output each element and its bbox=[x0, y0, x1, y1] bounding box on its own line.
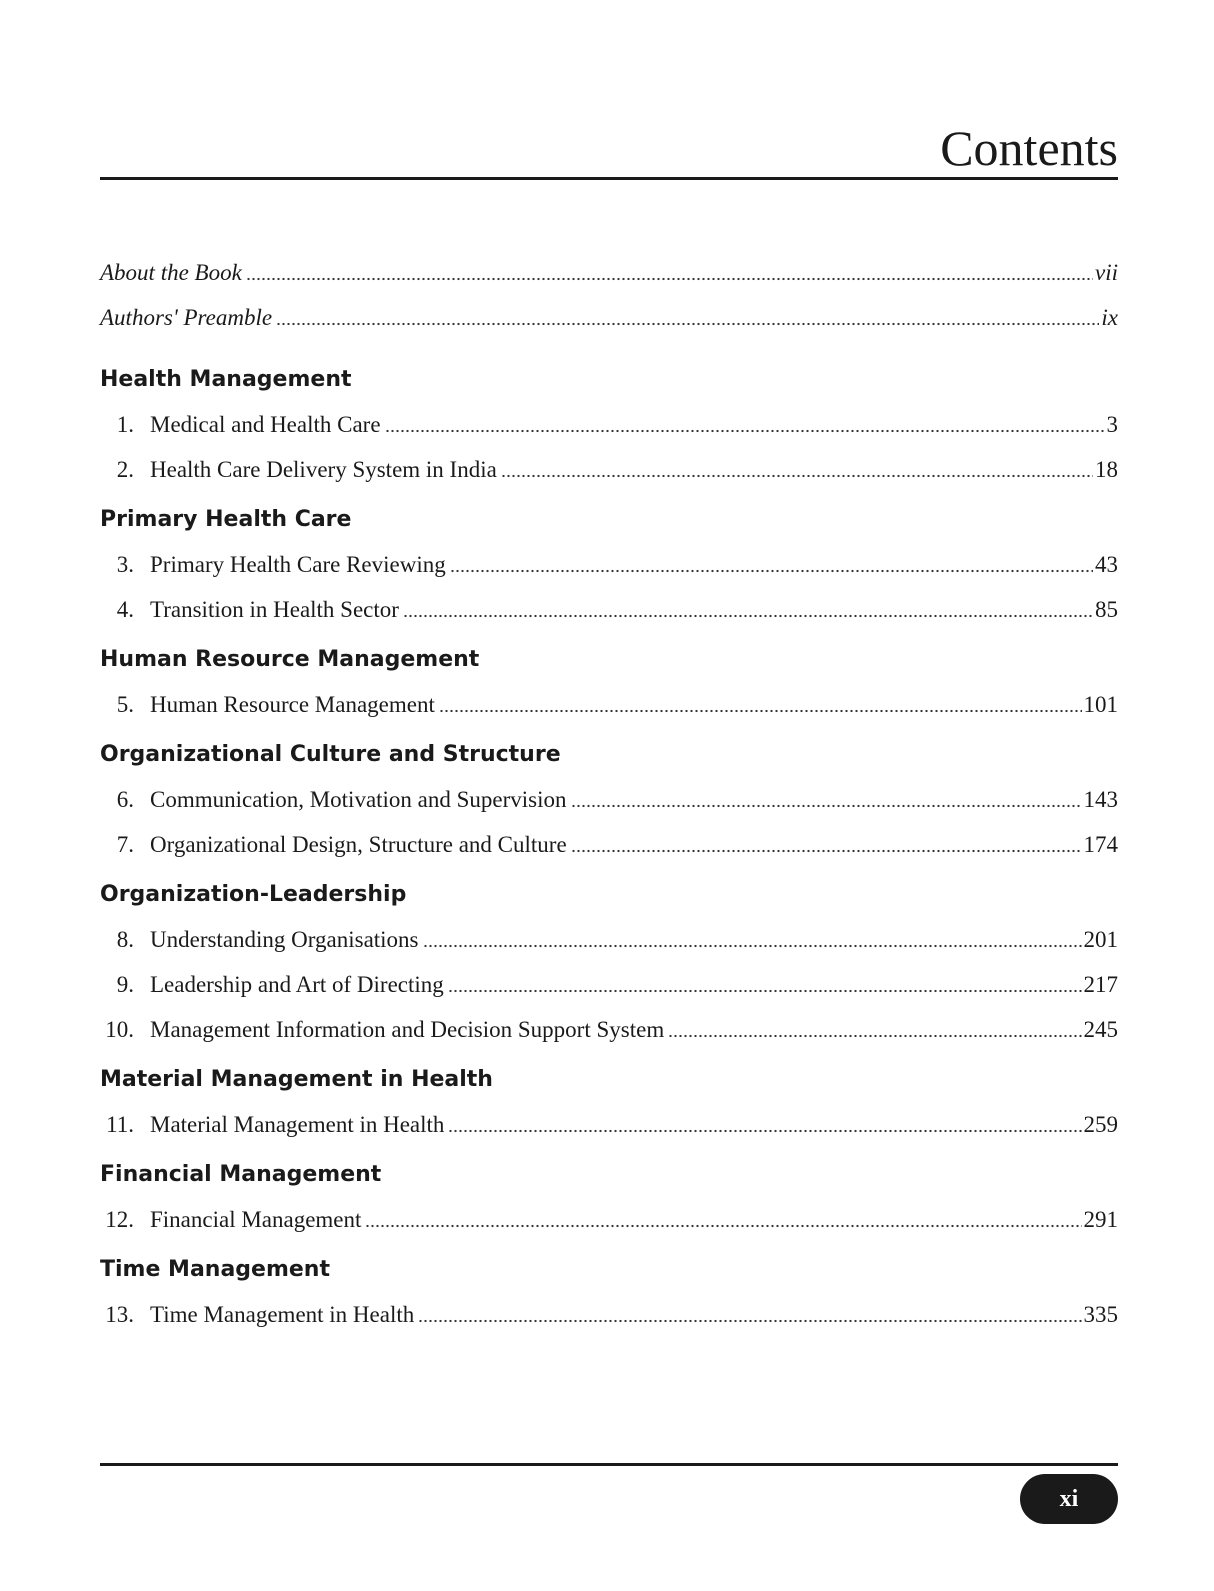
toc-chapter-number: 12. bbox=[105, 1207, 134, 1232]
toc-chapter-number: 9. bbox=[116, 972, 134, 997]
toc-chapter-entry[interactable] bbox=[100, 1189, 1118, 1234]
toc-chapter-entry[interactable] bbox=[100, 769, 1118, 814]
toc-entry-label: About the Book bbox=[100, 260, 242, 285]
top-rule bbox=[100, 177, 1118, 180]
page-number-badge: xi bbox=[1020, 1474, 1118, 1524]
toc-chapter-number: 1. bbox=[116, 412, 134, 437]
toc-dot-leader bbox=[571, 849, 1082, 853]
spacer bbox=[100, 719, 1118, 733]
toc-dot-leader bbox=[571, 804, 1082, 808]
toc-section-heading: Time Management bbox=[100, 1257, 330, 1282]
toc-section-heading: Financial Management bbox=[100, 1162, 382, 1187]
toc-dot-leader bbox=[501, 474, 1093, 478]
toc-chapter-number: 7. bbox=[116, 832, 134, 857]
toc-dot-leader bbox=[365, 1224, 1081, 1228]
page-title: Contents bbox=[940, 120, 1118, 176]
spacer bbox=[100, 859, 1118, 873]
toc-chapter-number: 8. bbox=[116, 927, 134, 952]
toc-dot-leader bbox=[439, 709, 1082, 713]
toc-section-heading: Material Management in Health bbox=[100, 1067, 493, 1092]
toc-entry-label: Authors' Preamble bbox=[100, 305, 273, 330]
toc-dot-leader bbox=[418, 1319, 1081, 1323]
toc-chapter-number: 10. bbox=[105, 1017, 134, 1042]
toc-entry-label: Transition in Health Sector bbox=[150, 597, 399, 622]
toc-dot-leader bbox=[403, 614, 1093, 618]
toc-dot-leader bbox=[423, 944, 1082, 948]
spacer bbox=[100, 1044, 1118, 1058]
toc-entry-label: Management Information and Decision Support System bbox=[150, 1017, 665, 1042]
toc-entry-page: 43 bbox=[1095, 552, 1118, 577]
toc-dot-leader bbox=[668, 1034, 1081, 1038]
toc-chapter-number: 4. bbox=[116, 597, 134, 622]
toc-dot-leader bbox=[448, 1129, 1081, 1133]
toc-chapter-entry[interactable] bbox=[100, 814, 1118, 859]
toc-chapter-number: 11. bbox=[106, 1112, 134, 1137]
spacer bbox=[100, 624, 1118, 638]
toc-chapter-entry[interactable] bbox=[100, 1094, 1118, 1139]
toc-dot-leader bbox=[450, 569, 1093, 573]
toc-entry-label: Organizational Design, Structure and Culture bbox=[150, 832, 567, 857]
toc-entry-page: vii bbox=[1095, 260, 1118, 285]
toc-entry-label: Communication, Motivation and Supervision bbox=[150, 787, 567, 812]
toc-entry-label: Leadership and Art of Directing bbox=[150, 972, 444, 997]
spacer bbox=[100, 1139, 1118, 1153]
toc-entry-page: 18 bbox=[1095, 457, 1118, 482]
toc-entry-page: 201 bbox=[1083, 927, 1118, 952]
toc-section-heading: Primary Health Care bbox=[100, 507, 352, 532]
toc-chapter-number: 13. bbox=[105, 1302, 134, 1327]
toc-dot-leader bbox=[448, 989, 1082, 993]
toc-dot-leader bbox=[246, 277, 1093, 281]
toc-entry-label: Medical and Health Care bbox=[150, 412, 381, 437]
toc-entry-label: Financial Management bbox=[150, 1207, 362, 1232]
toc-entry-page: 3 bbox=[1106, 412, 1118, 437]
toc-entry-label: Human Resource Management bbox=[150, 692, 435, 717]
toc-front-matter-entry[interactable] bbox=[100, 242, 1118, 287]
spacer bbox=[100, 484, 1118, 498]
toc-entry-page: 291 bbox=[1083, 1207, 1118, 1232]
toc-entry-page: 101 bbox=[1083, 692, 1118, 717]
toc-chapter-entry[interactable] bbox=[100, 954, 1118, 999]
toc-chapter-entry[interactable] bbox=[100, 534, 1118, 579]
bottom-rule bbox=[100, 1463, 1118, 1466]
toc-entry-page: 217 bbox=[1083, 972, 1118, 997]
toc-chapter-entry[interactable] bbox=[100, 909, 1118, 954]
toc-entry-page: 259 bbox=[1083, 1112, 1118, 1137]
spacer bbox=[100, 332, 1118, 358]
table-of-contents bbox=[100, 242, 1118, 1329]
toc-entry-label: Material Management in Health bbox=[150, 1112, 445, 1137]
toc-chapter-entry[interactable] bbox=[100, 394, 1118, 439]
toc-chapter-number: 6. bbox=[116, 787, 134, 812]
toc-section-heading: Organizational Culture and Structure bbox=[100, 742, 561, 767]
toc-section-heading: Health Management bbox=[100, 367, 352, 392]
toc-entry-page: 85 bbox=[1095, 597, 1118, 622]
toc-chapter-entry[interactable] bbox=[100, 674, 1118, 719]
toc-front-matter-entry[interactable] bbox=[100, 287, 1118, 332]
toc-chapter-entry[interactable] bbox=[100, 1284, 1118, 1329]
toc-dot-leader bbox=[276, 322, 1099, 326]
toc-chapter-entry[interactable] bbox=[100, 579, 1118, 624]
toc-dot-leader bbox=[385, 429, 1105, 433]
toc-section-heading: Human Resource Management bbox=[100, 647, 480, 672]
toc-chapter-entry[interactable] bbox=[100, 999, 1118, 1044]
toc-chapter-number: 3. bbox=[116, 552, 134, 577]
toc-entry-label: Health Care Delivery System in India bbox=[150, 457, 497, 482]
toc-entry-page: 335 bbox=[1083, 1302, 1118, 1327]
toc-chapter-number: 2. bbox=[116, 457, 134, 482]
toc-entry-page: 174 bbox=[1083, 832, 1118, 857]
toc-entry-label: Time Management in Health bbox=[150, 1302, 415, 1327]
toc-entry-page: 245 bbox=[1083, 1017, 1118, 1042]
toc-chapter-number: 5. bbox=[116, 692, 134, 717]
spacer bbox=[100, 1234, 1118, 1248]
toc-entry-page: 143 bbox=[1083, 787, 1118, 812]
toc-entry-label: Understanding Organisations bbox=[150, 927, 419, 952]
toc-chapter-entry[interactable] bbox=[100, 439, 1118, 484]
toc-entry-page: ix bbox=[1101, 305, 1118, 330]
toc-section-heading: Organization-Leadership bbox=[100, 882, 407, 907]
toc-entry-label: Primary Health Care Reviewing bbox=[150, 552, 446, 577]
